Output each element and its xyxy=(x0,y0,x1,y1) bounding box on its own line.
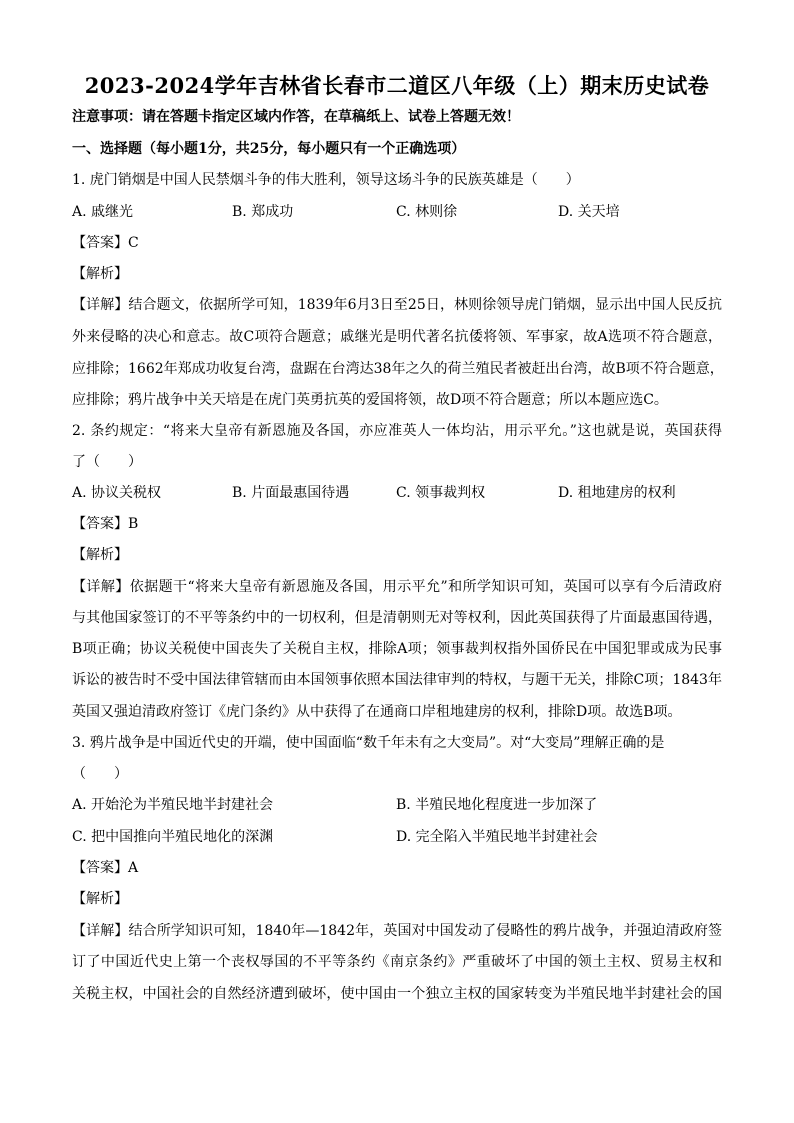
question-3-option-c: C. 把中国推向半殖民地化的深渊 xyxy=(72,829,274,845)
question-1-detail-line: 外来侵略的决心和意志。故C项符合题意；戚继光是明代著名抗倭将领、军事家，故A选项不符合题意， xyxy=(72,329,722,345)
question-2-detail-line: 与其他国家签订的不平等条约中的一切权利，但是清朝则无对等权利，因此英国获得了片面最惠国待遇， xyxy=(72,610,722,626)
question-1-detail-line: 【详解】结合题文，依据所学可知，1839年6月3日至25日，林则徐领导虎门销烟，显示出中国人民反抗 xyxy=(72,297,722,313)
notice: 注意事项：请在答题卡指定区域内作答，在草稿纸上、试卷上答题无效！ xyxy=(72,109,520,125)
question-2-stem: 了（ ） xyxy=(72,454,142,470)
question-3-stem: （ ） xyxy=(72,766,128,782)
question-3-option-d: D. 完全陷入半殖民地半封建社会 xyxy=(396,829,598,845)
question-1-answer: 【答案】C xyxy=(72,235,139,251)
question-3-detail-line: 【详解】结合所学知识可知，1840年—1842年，英国对中国发动了侵略性的鸦片战争，并强迫清政府签 xyxy=(72,923,722,939)
question-2-detail-line: B项正确；协议关税使中国丧失了关税自主权，排除A项；领事裁判权指外国侨民在中国犯罪或成为民事 xyxy=(72,641,722,657)
question-2-detail-line: 英国又强迫清政府签订《虎门条约》从中获得了在通商口岸租地建房的权利，排除D项。故选B项。 xyxy=(72,704,682,720)
question-2-detail-line: 【详解】依据题干“将来大皇帝有新恩施及各国，用示平允”和所学知识可知，英国可以享有今后清政府 xyxy=(72,579,722,595)
question-3-analysis-label: 【解析】 xyxy=(72,891,128,907)
question-2-option-c: C. 领事裁判权 xyxy=(396,485,486,501)
question-1-option-d: D. 关天培 xyxy=(558,204,620,220)
question-3-option-a: A. 开始沦为半殖民地半封建社会 xyxy=(72,797,274,813)
question-1-option-a: A. 戚继光 xyxy=(72,204,134,220)
question-3-option-b: B. 半殖民地化程度进一步加深了 xyxy=(396,797,598,813)
question-2-option-d: D. 租地建房的权利 xyxy=(558,485,676,501)
question-2-stem: 2. 条约规定：“将来大皇帝有新恩施及各国，亦应准英人一体均沾，用示平允。”这也就是说，英国获得 xyxy=(72,423,722,439)
page-title: 2023-2024学年吉林省长春市二道区八年级（上）期末历史试卷 xyxy=(84,73,710,98)
question-1-stem: 1. 虎门销烟是中国人民禁烟斗争的伟大胜利，领导这场斗争的民族英雄是（ ） xyxy=(72,172,580,188)
section-heading: 一、选择题（每小题1分，共25分，每小题只有一个正确选项） xyxy=(72,141,466,157)
question-1-option-c: C. 林则徐 xyxy=(396,204,458,220)
question-3-detail-line: 订了中国近代史上第一个丧权辱国的不平等条约《南京条约》严重破坏了中国的领土主权、贸易主权和 xyxy=(72,954,722,970)
question-1-detail-line: 应排除；1662年郑成功收复台湾，盘踞在台湾达38年之久的荷兰殖民者被赶出台湾，故B项不符合题意， xyxy=(72,361,724,377)
question-1-option-b: B. 郑成功 xyxy=(232,204,294,220)
question-3-detail-line: 关税主权，中国社会的自然经济遭到破坏，使中国由一个独立主权的国家转变为半殖民地半封建社会的国 xyxy=(72,986,722,1002)
question-2-analysis-label: 【解析】 xyxy=(72,547,128,563)
question-3-answer: 【答案】A xyxy=(72,860,139,876)
question-3-stem: 3. 鸦片战争是中国近代史的开端，使中国面临“数千年未有之大变局”。对“大变局”理解正确的是 xyxy=(72,735,665,751)
question-1-analysis-label: 【解析】 xyxy=(72,266,128,282)
question-2-option-a: A. 协议关税权 xyxy=(72,485,162,501)
question-2-option-b: B. 片面最惠国待遇 xyxy=(232,485,350,501)
question-1-detail-line: 应排除；鸦片战争中关天培是在虎门英勇抗英的爱国将领，故D项不符合题意；所以本题应选C。 xyxy=(72,392,668,408)
question-2-answer: 【答案】B xyxy=(72,516,139,532)
question-2-detail-line: 诉讼的被告时不受中国法律管辖而由本国领事依照本国法律审判的特权，与题干无关，排除C项；1843年 xyxy=(72,672,722,688)
